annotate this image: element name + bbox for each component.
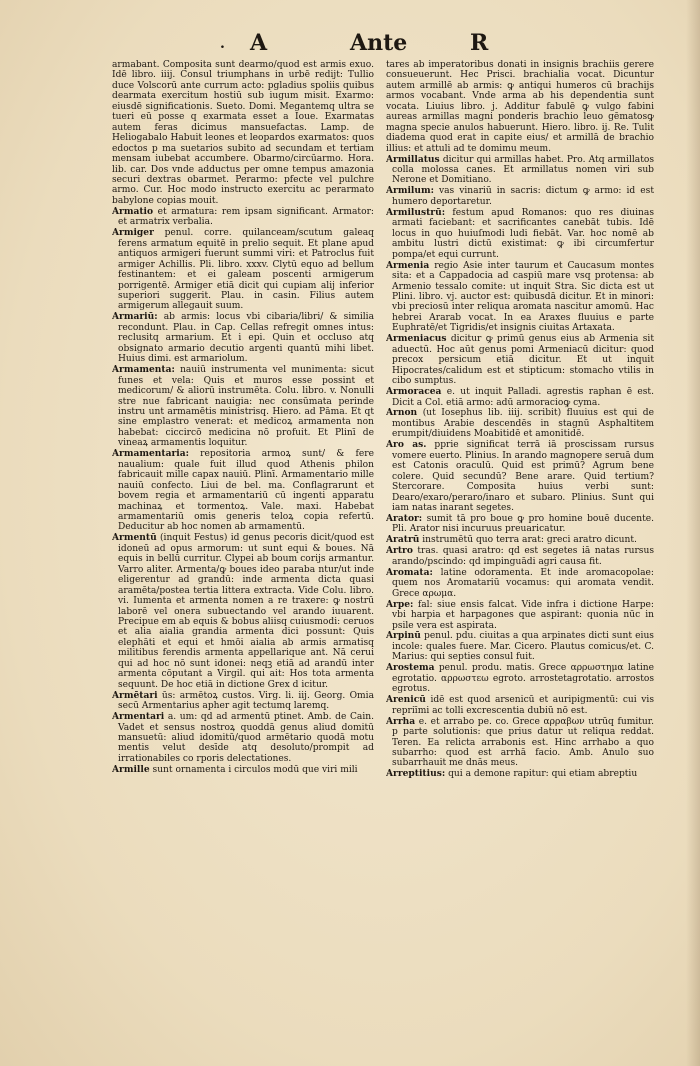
- entry-headword: Armētari: [112, 689, 158, 701]
- entry-headword: Armille: [112, 763, 150, 775]
- entry-headword: Arpinū: [386, 630, 421, 642]
- left-column: [112, 60, 374, 990]
- dictionary-entry: [386, 546, 654, 567]
- header-left-letter: A: [250, 30, 268, 56]
- entry-text: repositoria armoꝝ sunt/ & fere naualium: quale fuit illud quod Athenis philon fabricauit mille capax nauiū. Plinī. Armamentario mille nauiū confecto. Liui de bel. ma. Conflagrarunt et bovem regia et armamentariū cū ingenti apparatu machinaꝝ et tormentoꝝ. Vale. maxi. Habebat armamentariū omis generis teloꝝ copia refertū. Deducitur ab hoc nomen ab armamentū.: [118, 449, 374, 533]
- entry-text: latine odoramenta. Et inde aromacopolae: quem nos Aromatariū vocamus: qui aromata vendit. Grece αρωμα.: [392, 567, 654, 599]
- dictionary-entry: [386, 695, 654, 716]
- entry-headword: Aratrū: [386, 534, 420, 546]
- dictionary-entry: [386, 186, 654, 207]
- entry-text: tras. quasi aratro: qd est segetes iā natas rursus arando/pscindo: qd impinguādi agri causa fit.: [392, 546, 654, 567]
- entry-text: pprie significat terrā iā proscissam rursus vomere euerto. Plinius. In arando magnopere seruā dum est Catonis oraculū. Quid est primū? Agrum bene colere. Quid secundū? Bene arare. Quid tertium? Stercorare. Composita huius verbi sunt: Dearo/exaro/peraro/inaro et subaro. Plinius. Sunt qui iam natas inarant segetes.: [392, 440, 654, 514]
- dictionary-entry: [386, 535, 654, 545]
- entry-text: festum apud Romanos: quo res diuinas armati faciebant: et sacrificantes canebāt tubis. Idē locus in quo huiuſmodi ludi fiebāt. Var. hoc nomē ab ambitu lustri dictū existimat: ꝙ ibi circumfertur pompa/et equi currunt.: [392, 207, 654, 260]
- entry-headword: Armoracea: [386, 386, 442, 398]
- entry-text: et armatura: rem ipsam significant. Armator: et armatrix verbalia.: [118, 206, 374, 228]
- entry-headword: Armentū: [112, 532, 157, 544]
- entry-text: e. et arrabo pe. co. Grece αρραβων utrūq fumitur. p parte solutionis: que prius datur ut reliqua reddat. Teren. Ea relicta arrabonis est. Hinc arrhabo a quo subarrho: quod est arrhā facio. Amb. Anulo suo subarrhauit me dnās meus.: [392, 716, 654, 769]
- header-dots: .: [220, 36, 225, 52]
- dictionary-entry: [112, 533, 374, 690]
- entry-headword: Armilum:: [386, 185, 434, 197]
- entry-text: armabant. Composita sunt dearmo/quod est armis exuo. Idē libro. iiij. Consul triumphans in urbē redijt: Tullio duce Volscorū ante currum acto: pgladius spoliis quibus dearmata exercitum hostiū sub iugum misit. Exarmo: eiusdē significationis. Sueto. Domi. Megantemq ultra se tueri eū posse q exarmata esset a Ioue. Exarmatas autem feras dicimus mansuefactas. Lamp. de Heliogabalo Habuit leones et leopardos exarmatos: quos edoctos p ma suetarios subito ad secundam et tertiam mensam iubebat accumbere. Obarmo/circūarmo. Hora. lib. car. Dos vnde adductus per omne tempus amazonia securi dextras obarmet. Perarmo: pfecte vel pulchre armo. Cur. Hoc modo instructo exercitu ac perarmato babylone copias mouit.: [112, 60, 374, 206]
- dictionary-entry: [112, 60, 374, 206]
- entry-headword: Aro as.: [386, 439, 427, 451]
- dictionary-entry: [112, 207, 374, 228]
- entry-text: penul. produ. matis. Grece αρρωστημα latine egrotatio. αρρωστεω egroto. arrostetagrotatio. arrostos egrotus.: [392, 663, 654, 695]
- running-header: [220, 30, 510, 56]
- entry-headword: Armamenta:: [112, 364, 175, 376]
- dictionary-entry: [386, 208, 654, 260]
- entry-headword: Armenia: [386, 259, 430, 271]
- entry-text: tares ab imperatoribus donati in insignis brachiis gerere consueuerunt. Hec Prisci. brachialia vocat. Dicuntur autem armillē ab armis: ꝙ antiqui humeros cū brachijs armos vocabant. Vnde arma ab his dependentia sunt vocata. Liuius libro. j. Additur fabulē ꝙ vulgo fabini aureas armillas magni ponderis brachio leuo gēmatosꝙ magna specie anulos habuerunt. Hiero. libro. ij. Re. Tulit diadema quod erat in capite eius/ et armillā de brachio illius: et attuli ad te domimu meum.: [386, 60, 654, 154]
- right-column: [386, 60, 654, 990]
- dictionary-entry: [386, 568, 654, 599]
- dictionary-entry: [112, 691, 374, 712]
- page-edge-shadow: [686, 0, 700, 1066]
- dictionary-entry: [386, 261, 654, 334]
- entry-headword: Armilustrū:: [386, 206, 446, 218]
- dictionary-entry: [386, 514, 654, 535]
- entry-headword: Armatio: [112, 205, 154, 217]
- entry-headword: Artro: [386, 545, 413, 557]
- dictionary-entry: [386, 387, 654, 408]
- entry-text: sumit tā pro boue ꝙ pro homine bouē ducente. Pli. Arator nisi incuruus preuaricatur.: [392, 513, 654, 535]
- dictionary-entry: [112, 228, 374, 312]
- entry-text: penul. corre. quilanceam/scutum galeaq ferens armatum equitē in prelio sequit. Et plane apud antiquos armigeri fuerunt summi viri: et Patroclus fuit armiger Achillis. Pli. libro. xxxv. Clytū equo ad bellum festinantem: et ei galeam poscenti armigerum porrigentē. Armiger etiā dicit qui cupiam alij inferior superiori suggerit. Plau. in casin. Filius autem armigerum allegauit suum.: [118, 228, 374, 312]
- entry-text: instrumētū quo terra arat: greci aratro dicunt.: [422, 535, 637, 546]
- dictionary-entry: [386, 155, 654, 186]
- entry-text: dicitur ꝙ primū genus eius ab Armenia sit aduectū. Hoc aūt genus pomi Armeniacū dicitur: quod precox persicum etiā dicitur. Et ut inquit Hipocrates/calidum est et stipticum: stomacho vtilis in cibo sumptus.: [392, 334, 654, 387]
- entry-text: vas vinariū in sacris: dictum ꝙ armo: id est humero deportaretur.: [392, 186, 654, 207]
- entry-headword: Arpe:: [386, 598, 414, 610]
- entry-headword: Armillatus: [386, 153, 440, 165]
- entry-text: ūs: armētoꝝ custos. Virg. li. iij. Georg. Omia secū Armentarius apher agit tectumq laremq.: [118, 690, 374, 712]
- dictionary-entry: [386, 717, 654, 769]
- entry-headword: Arator:: [386, 512, 423, 524]
- dictionary-entry: [386, 663, 654, 694]
- dictionary-entry: [386, 440, 654, 513]
- entry-headword: Arreptitius:: [386, 768, 446, 780]
- entry-text: a. um: qd ad armentū ptinet. Amb. de Cain. Vadet et sensus nostroꝝ quoddā genus aliud domitū mansuetū: aliud idomitū/quod armētario quodā motu mentis velut desīde atq desoluto/prompit ad irrationabiles co rporis delectationes.: [118, 712, 374, 764]
- entry-headword: Arnon: [386, 407, 418, 419]
- entry-text: dicitur qui armillas habet. Pro. Atq armillatos colla molossa canes. Et armillatus nomen viri sub Nerone et Domitiano.: [392, 154, 654, 186]
- entry-text: (inquit Festus) id genus pecoris dicit/quod est idoneū ad opus armorum: ut sunt equi & boues. Nā equis in bellū curritur. Clypei ab boum corijs armantur. Varro aliter. Armenta/ꝙ boues ideo paraba ntur/ut inde eligerentur ad grandū: inde armenta dicta quasi aramēta/postea tertia littera extracta. Vide Colu. libro. vi. Iumenta et armenta nomen a re traxere: ꝙ nostrū laborē vel onera subuectando vel arando iuuarent. Precipue em ab equis & bobus aliisq cuiusmodi: ceruos et alia aialia grandia armenta dici possunt: Quis elephāti et equi et hmōi aialia ab armis armatisq militibus ferendis armenta appellarique ant. Nā cerui qui ad hoc nō sunt idonei: neqꝫ etiā ad arandū inter armenta cōputant a Virgil. qui ait: Hos tota armenta sequunt. De hoc etiā in dictione Grex d icitur.: [118, 533, 374, 690]
- entry-headword: Armariū:: [112, 311, 158, 323]
- dictionary-entry: [386, 631, 654, 662]
- entry-text: regio Asie inter taurum et Caucasum montes sita: et a Cappadocia ad caspiū mare vsq protensa: ab Armenio tessalo comite: ut inquit Stra. Sic dicta est ut Plini. libro. vj. auctor est: quibusdā dicitur. Et in minori: vbi preciosū inter reliqua aromata nascitur amomū. Hac hebrei Ararab vocat. In ea Araxes fluuius e parte Euphratē/et Tigridis/et insignis ciuitas Artaxata.: [392, 260, 654, 334]
- dictionary-entry: [112, 449, 374, 533]
- entry-text: nauiū instrumenta vel munimenta: sicut funes et vela: Quis et muros esse possint et medicorum/ & aliorū instrumēta. Colu. libro. v. Nonulli stre nue fabricant nauigia: nec consūmata perinde instru unt armamētis ministrisq. Hiero. ad Pāma. Et qt sine emplastro venerat: et medicoꝝ armamenta non habebat: ciccircō medicina nō profuit. Et Plinī de vineaꝝ armamentis loquitur.: [118, 365, 374, 449]
- dictionary-entry: [386, 60, 654, 154]
- entry-headword: Arostema: [386, 662, 435, 674]
- entry-headword: Armiger: [112, 227, 154, 239]
- entry-text: penul. pdu. ciuitas a qua arpinates dicti sunt eius incole: quales fuere. Mar. Cicero. Plautus comicus/et. C. Marius: qui septies consul fuit.: [392, 631, 654, 663]
- entry-text: ab armis: locus vbi cibaria/libri/ & similia recondunt. Plau. in Cap. Cellas refregit omnes intus: reclusitq armarium. Et i epi. Quin et occluso atq obsignato armario decutio argenti quantū mihi libet. Huius dimi. est armariolum.: [118, 312, 374, 365]
- entry-headword: Arrha: [386, 715, 416, 727]
- entry-text: idē est quod arsenicū et auripigmentū: cui vis repriīmi ac tolli excrescentia dubiū nō est.: [392, 695, 654, 716]
- dictionary-entry: [386, 600, 654, 631]
- dictionary-entry: [386, 334, 654, 386]
- entry-headword: Aromata:: [386, 566, 433, 578]
- entry-text: (ut Iosephus lib. iiij. scribit) fluuius est qui de montibus Arabie descendēs in stagnū Asphaltitem erumpit/diuidens Moabitidē et amonitidē.: [392, 408, 654, 440]
- header-title: Ante: [350, 30, 408, 56]
- entry-headword: Armentari: [112, 711, 165, 723]
- entry-headword: Armamentaria:: [112, 448, 189, 460]
- dictionary-entry: [112, 312, 374, 364]
- header-right-letter: R: [470, 30, 489, 56]
- dictionary-entry: [112, 712, 374, 764]
- dictionary-entry: [112, 765, 374, 775]
- entry-text: fal: siue ensis falcat. Vide infra i dictione Harpe: vbi harpia et harpagones que aspirant: quonia nūc in psile vera est aspirata.: [392, 599, 654, 631]
- dictionary-entry: [112, 365, 374, 449]
- entry-text: sunt ornamenta i circulos modū que viri mili: [152, 764, 358, 775]
- dictionary-entry: [386, 769, 654, 779]
- entry-headword: Arenicū: [386, 694, 426, 706]
- entry-headword: Armeniacus: [386, 333, 447, 345]
- entry-text: e. ut inquit Palladi. agrestis raphan ē est. Dicit a Col. etiā armo: adū armoracioꝙ cyma.: [392, 387, 654, 408]
- entry-text: qui a demone rapitur: qui etiam abreptiu: [448, 769, 638, 780]
- dictionary-entry: [386, 408, 654, 439]
